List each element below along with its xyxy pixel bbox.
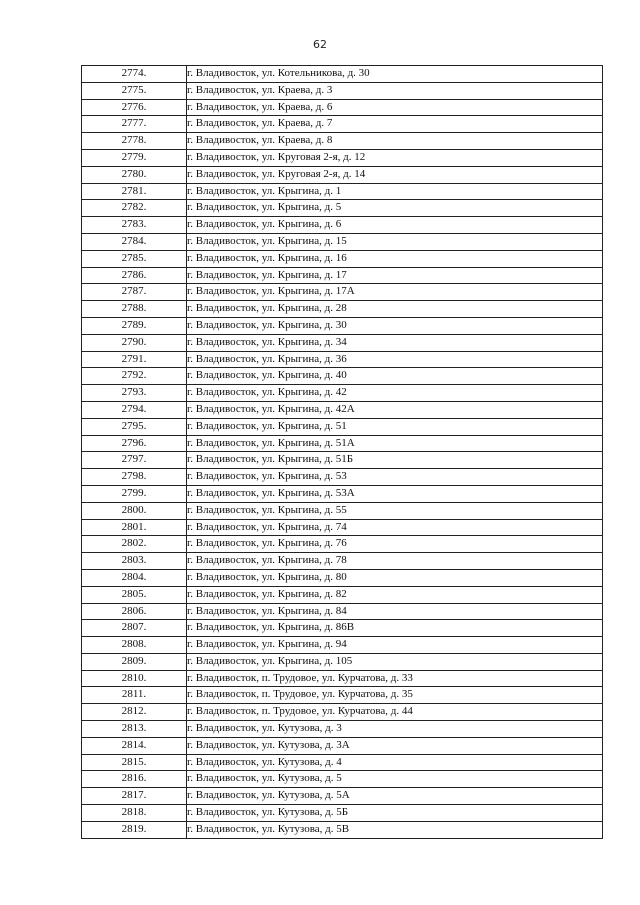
table-row: [82, 519, 603, 536]
row-number: 2813.: [82, 721, 187, 738]
table-row: [82, 771, 603, 788]
table-row: [82, 267, 603, 284]
table-row: [82, 721, 603, 738]
address-table-body: [82, 66, 603, 839]
table-row: [82, 351, 603, 368]
row-number: 2774.: [82, 66, 187, 83]
row-number: 2796.: [82, 435, 187, 452]
table-row: [82, 788, 603, 805]
row-number: 2787.: [82, 284, 187, 301]
row-address: г. Владивосток, ул. Крыгина, д. 55: [187, 502, 603, 519]
row-address: г. Владивосток, ул. Крыгина, д. 30: [187, 317, 603, 334]
row-address: г. Владивосток, п. Трудовое, ул. Курчатова, д. 33: [187, 670, 603, 687]
row-address: г. Владивосток, ул. Краева, д. 6: [187, 99, 603, 116]
table-row: [82, 536, 603, 553]
table-row: [82, 317, 603, 334]
row-address: г. Владивосток, ул. Крыгина, д. 51: [187, 418, 603, 435]
row-address: г. Владивосток, ул. Крыгина, д. 17: [187, 267, 603, 284]
row-number: 2775.: [82, 82, 187, 99]
row-address: г. Владивосток, ул. Круговая 2-я, д. 14: [187, 166, 603, 183]
row-address: г. Владивосток, ул. Крыгина, д. 80: [187, 569, 603, 586]
table-row: [82, 569, 603, 586]
row-number: 2776.: [82, 99, 187, 116]
row-number: 2783.: [82, 217, 187, 234]
row-address: г. Владивосток, ул. Крыгина, д. 17А: [187, 284, 603, 301]
table-row: [82, 99, 603, 116]
row-number: 2781.: [82, 183, 187, 200]
address-table: [81, 65, 603, 839]
row-number: 2778.: [82, 133, 187, 150]
row-number: 2814.: [82, 737, 187, 754]
row-address: г. Владивосток, ул. Крыгина, д. 76: [187, 536, 603, 553]
row-address: г. Владивосток, ул. Крыгина, д. 86В: [187, 620, 603, 637]
row-number: 2782.: [82, 200, 187, 217]
row-number: 2818.: [82, 805, 187, 822]
row-address: г. Владивосток, ул. Крыгина, д. 40: [187, 368, 603, 385]
row-number: 2786.: [82, 267, 187, 284]
table-row: [82, 469, 603, 486]
row-address: г. Владивосток, ул. Кутузова, д. 5: [187, 771, 603, 788]
row-number: 2792.: [82, 368, 187, 385]
row-address: г. Владивосток, ул. Кутузова, д. 5В: [187, 821, 603, 838]
row-address: г. Владивосток, ул. Крыгина, д. 42: [187, 385, 603, 402]
table-row: [82, 586, 603, 603]
row-address: г. Владивосток, ул. Крыгина, д. 53: [187, 469, 603, 486]
row-number: 2804.: [82, 569, 187, 586]
row-address: г. Владивосток, п. Трудовое, ул. Курчатова, д. 35: [187, 687, 603, 704]
row-number: 2800.: [82, 502, 187, 519]
row-address: г. Владивосток, ул. Крыгина, д. 51А: [187, 435, 603, 452]
row-number: 2784.: [82, 233, 187, 250]
table-row: [82, 217, 603, 234]
table-row: [82, 385, 603, 402]
row-number: 2788.: [82, 301, 187, 318]
row-address: г. Владивосток, ул. Крыгина, д. 53А: [187, 485, 603, 502]
row-address: г. Владивосток, ул. Котельникова, д. 30: [187, 66, 603, 83]
table-row: [82, 133, 603, 150]
table-row: [82, 401, 603, 418]
row-address: г. Владивосток, ул. Крыгина, д. 5: [187, 200, 603, 217]
row-address: г. Владивосток, ул. Круговая 2-я, д. 12: [187, 149, 603, 166]
row-number: 2789.: [82, 317, 187, 334]
table-row: [82, 502, 603, 519]
table-row: [82, 166, 603, 183]
row-number: 2803.: [82, 553, 187, 570]
row-number: 2779.: [82, 149, 187, 166]
row-address: г. Владивосток, ул. Краева, д. 3: [187, 82, 603, 99]
table-row: [82, 368, 603, 385]
row-address: г. Владивосток, ул. Крыгина, д. 28: [187, 301, 603, 318]
row-number: 2805.: [82, 586, 187, 603]
table-row: [82, 754, 603, 771]
row-address: г. Владивосток, ул. Крыгина, д. 74: [187, 519, 603, 536]
table-row: [82, 653, 603, 670]
table-row: [82, 670, 603, 687]
row-address: г. Владивосток, ул. Крыгина, д. 34: [187, 334, 603, 351]
table-row: [82, 805, 603, 822]
table-row: [82, 637, 603, 654]
table-row: [82, 66, 603, 83]
row-address: г. Владивосток, ул. Крыгина, д. 36: [187, 351, 603, 368]
table-row: [82, 284, 603, 301]
table-row: [82, 435, 603, 452]
row-number: 2816.: [82, 771, 187, 788]
row-address: г. Владивосток, ул. Кутузова, д. 5Б: [187, 805, 603, 822]
row-address: г. Владивосток, ул. Крыгина, д. 15: [187, 233, 603, 250]
row-address: г. Владивосток, ул. Крыгина, д. 78: [187, 553, 603, 570]
row-address: г. Владивосток, ул. Крыгина, д. 6: [187, 217, 603, 234]
row-address: г. Владивосток, ул. Крыгина, д. 82: [187, 586, 603, 603]
table-row: [82, 620, 603, 637]
row-number: 2812.: [82, 704, 187, 721]
row-number: 2808.: [82, 637, 187, 654]
table-row: [82, 334, 603, 351]
row-address: г. Владивосток, ул. Кутузова, д. 5А: [187, 788, 603, 805]
table-row: [82, 233, 603, 250]
row-number: 2790.: [82, 334, 187, 351]
row-number: 2806.: [82, 603, 187, 620]
table-row: [82, 250, 603, 267]
row-number: 2802.: [82, 536, 187, 553]
row-number: 2819.: [82, 821, 187, 838]
table-row: [82, 737, 603, 754]
row-address: г. Владивосток, ул. Крыгина, д. 1: [187, 183, 603, 200]
row-number: 2811.: [82, 687, 187, 704]
row-number: 2799.: [82, 485, 187, 502]
row-number: 2798.: [82, 469, 187, 486]
row-address: г. Владивосток, ул. Крыгина, д. 105: [187, 653, 603, 670]
row-number: 2780.: [82, 166, 187, 183]
row-address: г. Владивосток, ул. Кутузова, д. 3: [187, 721, 603, 738]
row-address: г. Владивосток, п. Трудовое, ул. Курчатова, д. 44: [187, 704, 603, 721]
row-address: г. Владивосток, ул. Краева, д. 8: [187, 133, 603, 150]
row-number: 2794.: [82, 401, 187, 418]
row-number: 2795.: [82, 418, 187, 435]
row-number: 2785.: [82, 250, 187, 267]
table-row: [82, 603, 603, 620]
row-number: 2801.: [82, 519, 187, 536]
table-row: [82, 301, 603, 318]
row-address: г. Владивосток, ул. Крыгина, д. 84: [187, 603, 603, 620]
row-number: 2791.: [82, 351, 187, 368]
table-row: [82, 82, 603, 99]
row-address: г. Владивосток, ул. Крыгина, д. 42А: [187, 401, 603, 418]
table-row: [82, 149, 603, 166]
table-row: [82, 418, 603, 435]
row-number: 2777.: [82, 116, 187, 133]
row-number: 2809.: [82, 653, 187, 670]
row-address: г. Владивосток, ул. Краева, д. 7: [187, 116, 603, 133]
row-address: г. Владивосток, ул. Крыгина, д. 16: [187, 250, 603, 267]
row-number: 2817.: [82, 788, 187, 805]
row-address: г. Владивосток, ул. Крыгина, д. 51Б: [187, 452, 603, 469]
row-number: 2793.: [82, 385, 187, 402]
table-row: [82, 485, 603, 502]
table-row: [82, 200, 603, 217]
table-row: [82, 452, 603, 469]
table-row: [82, 116, 603, 133]
row-address: г. Владивосток, ул. Кутузова, д. 3А: [187, 737, 603, 754]
table-row: [82, 821, 603, 838]
row-number: 2815.: [82, 754, 187, 771]
table-row: [82, 553, 603, 570]
row-address: г. Владивосток, ул. Кутузова, д. 4: [187, 754, 603, 771]
page-number: 62: [313, 38, 327, 51]
table-row: [82, 687, 603, 704]
table-row: [82, 183, 603, 200]
row-number: 2807.: [82, 620, 187, 637]
row-address: г. Владивосток, ул. Крыгина, д. 94: [187, 637, 603, 654]
row-number: 2810.: [82, 670, 187, 687]
table-row: [82, 704, 603, 721]
row-number: 2797.: [82, 452, 187, 469]
